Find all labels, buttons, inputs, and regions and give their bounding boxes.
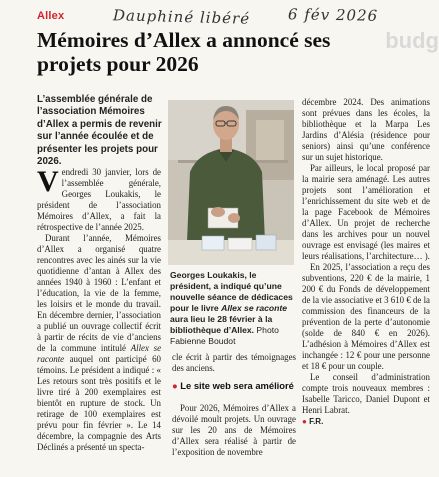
subheading xyxy=(172,380,296,391)
chapeau: L’assemblée générale de l’association Mémoires d’Allex a permis de revenir sur l’année écoulée et de présenter les projets pour 2026. xyxy=(37,94,162,168)
col3-paragraph-1: décembre 2024. Des animations sont prévues dans les écoles, la bibliothèque et la Marpa Les Jardins d’Alésia (résidence pour seniors) ainsi qu’une conférence sur un sujet historique. xyxy=(302,97,430,162)
subheading-text: Le site web sera amélioré xyxy=(180,380,294,391)
headline: Mémoires d’Allex a annoncé ses projets pour 2026 xyxy=(37,28,331,76)
photo-caption xyxy=(170,270,295,347)
signature-dot-icon: ● xyxy=(302,417,307,426)
col3-paragraph-4: Le conseil d’administration compte trois nouveaux membres : Isabelle Taricco, Daniel Dupont et Henri Labrat. xyxy=(302,372,430,415)
column-1 xyxy=(37,167,161,453)
book-title: Allex se raconte xyxy=(37,343,162,364)
col2-paragraph-2: Pour 2026, Mémoires d’Allex a dévoilé moult projets. Un ouvrage sur les 20 ans de Mémoires d’Allex sera réalisé à partir de l’exposition de novembre xyxy=(172,403,296,457)
author-signature xyxy=(302,416,430,427)
caption-text-2: aura lieu le 28 février à la bibliothèque d’Allex. xyxy=(170,314,273,335)
town-label: Allex xyxy=(37,10,65,22)
column-2-top xyxy=(172,352,296,374)
photo-credit: Photo Fabienne Boudot xyxy=(170,325,279,346)
col1-paragraph-2: Durant l’année, Mémoires d’Allex a organisé quatre rencontres avec les ainés sur la vie quotidienne d’antan à Allex des années 1940 à 1960 : L’enfant et l’éducation, la vie de la femme, les loisirs et le monde du travail. En décembre dernier, l’association a publié un ouvrage collectif écrit à partir de récits de vie d’anciens de la commune intitulé xyxy=(37,233,161,353)
col3-paragraph-2: Par ailleurs, le local proposé par la mairie sera aménagé. Les autres projets sont l’amélioration et l’enrichissement du site web et de la page Facebook de Mémoires d’Allex. Un projet de recherche dans les archives pour un nouvel ouvrage est envisagé (les maires et leurs réalisations, l’architecture… ). xyxy=(302,163,430,261)
signature-text: F.R. xyxy=(309,417,324,426)
col2-paragraph-1: cle écrit à partir des témoignages des anciens. xyxy=(172,352,296,373)
handwritten-date: 6 fév 2026 xyxy=(287,5,379,25)
drop-cap: V xyxy=(37,165,59,198)
col3-paragraph-3: En 2025, l’association a reçu des subventions, 220 € de la mairie, 1 200 € du Fonds de développement de la vie associative et 3 610 € de la commission des financeurs de la prévention de la perte d’autonomie (solde de 840 € en 2026). L’adhésion à Mémoires d’Allex est inchangée : 12 € pour une personne et 18 € pour un couple. xyxy=(302,262,430,371)
portrait-photo xyxy=(168,100,294,265)
bleed-through-text: budg xyxy=(385,28,439,53)
column-3 xyxy=(302,97,430,427)
column-2-bottom xyxy=(172,403,296,458)
caption-text: Georges Loukakis, le président, a indiqué qu’une nouvelle séance de dédicaces pour le livre xyxy=(170,270,293,313)
bullet-dot-icon: ● xyxy=(172,380,178,391)
col1-paragraph-1: endredi 30 janvier, lors de l’assemblée générale, Georges Loukakis, le président de l’association Mémoires d’Allex, a fait la rétrospective de l’année 2025. xyxy=(37,167,161,232)
handwritten-source: Dauphiné libéré xyxy=(112,6,251,28)
col1-paragraph-2-end: auquel ont participé 60 témoins. Le président a indiqué : « Les retours sont très positifs et le livre tiré à 200 exemplaires est bientôt en rupture de stock. Un retirage de 100 exemplaires est prévu pour fin février ». Le 14 décembre, la compagnie des Arts Déclinés a présenté un specta- xyxy=(37,354,161,452)
caption-book-title: Allex se raconte xyxy=(221,303,288,313)
